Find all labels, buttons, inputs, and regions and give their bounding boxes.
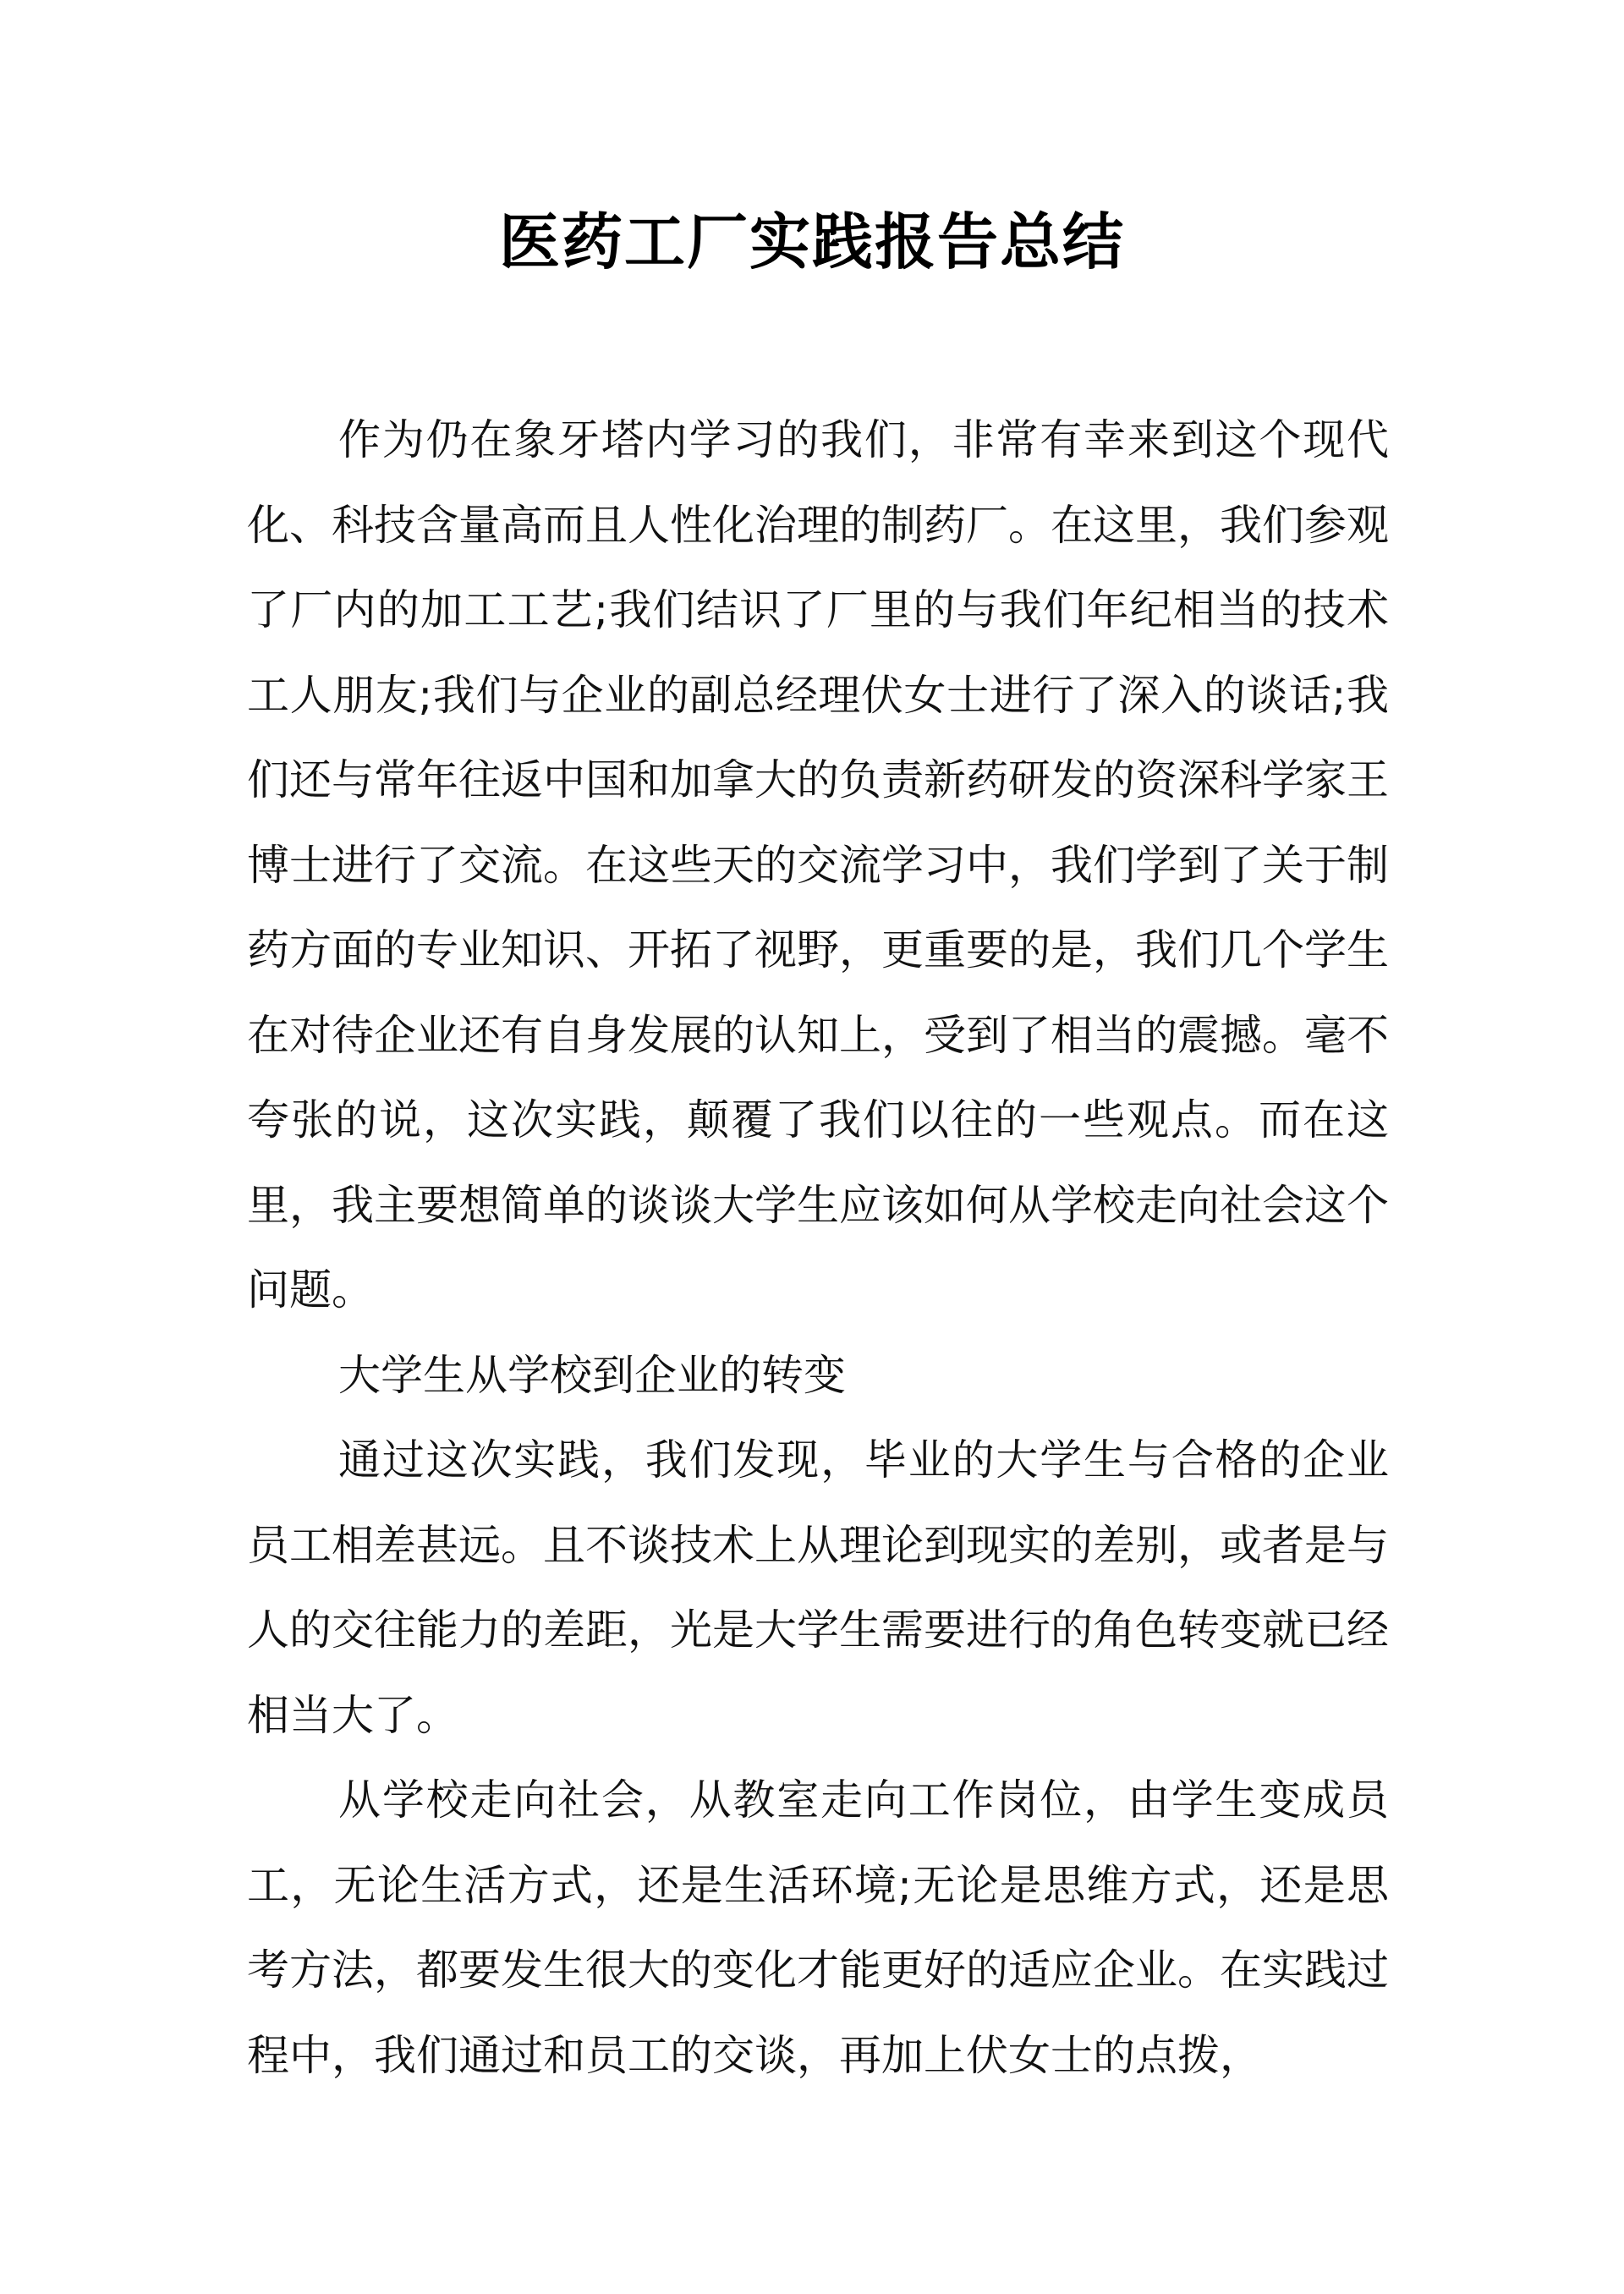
document-title: 医药工厂实践报告总结 bbox=[498, 206, 1125, 277]
paragraph-difference: 通过这次实践，我们发现，毕业的大学生与合格的企业员工相差甚远。且不谈技术上从理论到现实的差别，或者是与人的交往能力的差距，光是大学生需要进行的角色转变就已经相当大了。 bbox=[247, 1435, 1389, 1740]
paragraph-transition: 从学校走向社会，从教室走向工作岗位，由学生变成员工，无论生活方式，还是生活环境;无论是思维方式，还是思考方法，都要发生很大的变化才能更好的适应企业。在实践过程中，我们通过和员工的交谈，再加上伏女士的点拨， bbox=[247, 1775, 1389, 2080]
paragraph-intro: 作为仍在象牙塔内学习的我们，非常有幸来到这个现代化、科技含量高而且人性化治理的制药厂。在这里，我们参观了厂内的加工工艺;我们结识了厂里的与我们年纪相当的技术工人朋友;我们与企业的副总经理伏女士进行了深入的谈话;我们还与常年往返中国和加拿大的负责新药研发的资深科学家王博士进行了交流。在这些天的交流学习中，我们学到了关于制药方面的专业知识、开拓了视野，更重要的是，我们几个学生在对待企业还有自身发展的认知上，受到了相当的震撼。毫不夸张的说，这次实践，颠覆了我们以往的一些观点。而在这里，我主要想简单的谈谈大学生应该如何从学校走向社会这个问题。 bbox=[247, 415, 1389, 1314]
section-heading: 大学生从学校到企业的转变 bbox=[338, 1350, 846, 1400]
document-body bbox=[247, 398, 1389, 2098]
